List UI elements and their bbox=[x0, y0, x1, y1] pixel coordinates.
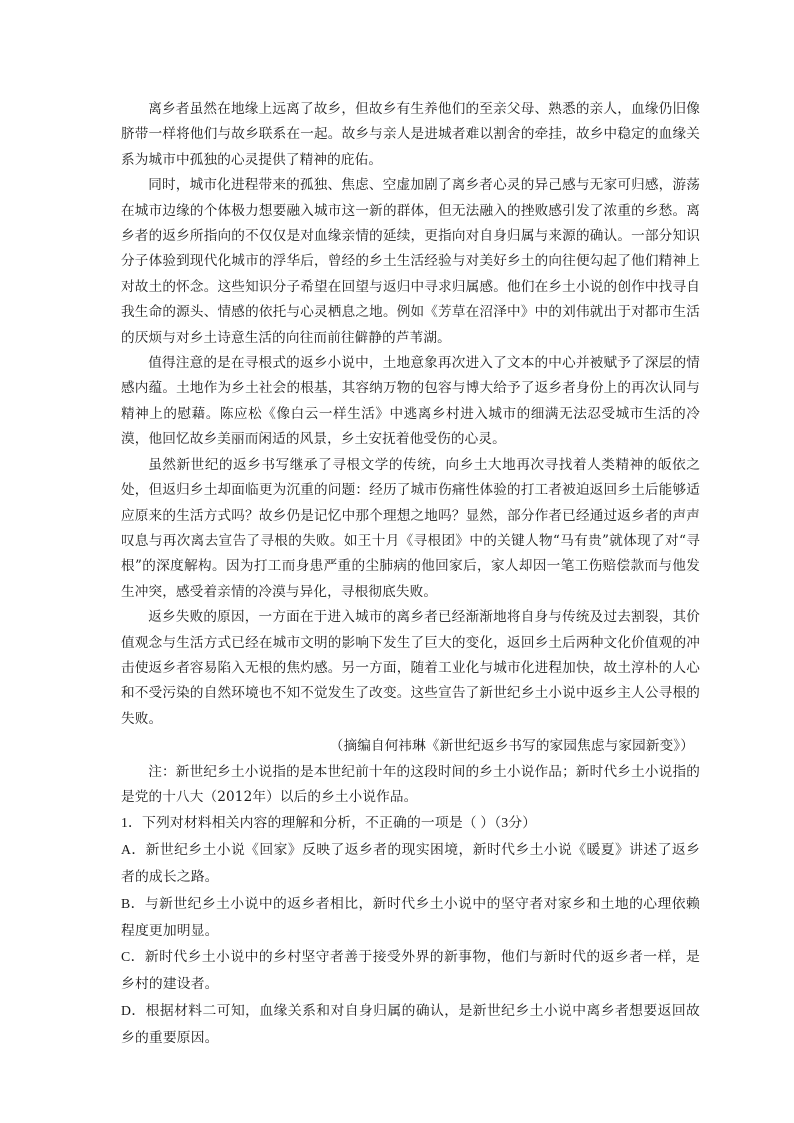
option-d-label: D． bbox=[121, 1002, 146, 1018]
passage-paragraph-2: 同时，城市化进程带来的孤独、焦虑、空虚加剧了离乡者心灵的异己感与无家可归感，游荡在城市边缘的个体极力想要融入城市这一新的群体，但无法融入的挫败感引发了浓重的乡愁。离乡者的返乡所指向的不仅仅是对血缘亲情的延续，更指向对自身归属与来源的确认。一部分知识分子体验到现代化城市的浮华后，曾经的乡土生活经验与对美好乡土的向往便勾起了他们精神上对故土的怀念。这些知识分子希望在回望与返归中寻求归属感。他们在乡土小说的创作中找寻自我生命的源头、情感的依托与心灵栖息之地。例如《芳草在沼泽中》中的刘伟就出于对都市生活的厌烦与对乡土诗意生活的向往而前往僻静的芦苇湖。 bbox=[121, 177, 700, 346]
passage-source: （摘编自何祎琳《新世纪返乡书写的家园焦虑与家园新变》） bbox=[329, 738, 694, 755]
passage-paragraph-4: 虽然新世纪的返乡书写继承了寻根文学的传统，向乡土大地再次寻找着人类精神的皈依之处，但返归乡土却面临更为沉重的问题：经历了城市伤痛性体验的打工者被迫返回乡土后能够适应原来的生活方式吗？故乡仍是记忆中那个理想之地吗？显然，部分作者已经通过返乡者的声声叹息与再次离去宣告了寻根的失败。如王十月《寻根团》中的关键人物“马有贵”就体现了对“寻根”的深度解构。因为打工而身患严重的尘肺病的他回家后，家人却因一笔工伤赔偿款而与他发生冲突，感受着亲情的冷漠与异化，寻根彻底失败。 bbox=[121, 456, 700, 600]
option-a-text: 新世纪乡土小说《回家》反映了返乡者的现实困境，新时代乡土小说《暖夏》讲述了返乡者的成长之路。 bbox=[121, 842, 701, 884]
option-d bbox=[121, 998, 700, 1052]
option-a-label: A． bbox=[121, 842, 146, 858]
option-b bbox=[121, 891, 700, 945]
passage-paragraph-5: 返乡失败的原因，一方面在于进入城市的离乡者已经渐渐地将自身与传统及过去割裂，其价值观念与生活方式已经在城市文明的影响下发生了巨大的变化，返回乡土后两种文化价值观的冲击使返乡者容易陷入无根的焦灼感。另一方面，随着工业化与城市化进程加快，故土淳朴的人心和不受污染的自然环境也不知不觉发生了改变。这些宣告了新世纪乡土小说中返乡主人公寻根的失败。 bbox=[121, 609, 700, 727]
question-stem: 1．下列对材料相关内容的理解和分析，不正确的一项是（ ）（3分） bbox=[121, 815, 537, 831]
passage-paragraph-3: 值得注意的是在寻根式的返乡小说中，土地意象再次进入了文本的中心并被赋予了深层的情感内蕴。土地作为乡土社会的根基，其容纳万物的包容与博大给予了返乡者身份上的再次认同与精神上的慰藉。陈应松《像白云一样生活》中逃离乡村进入城市的细满无法忍受城市生活的冷漠，他回忆故乡美丽而闲适的风景，乡土安抚着他受伤的心灵。 bbox=[121, 355, 700, 448]
option-d-text: 根据材料二可知，血缘关系和对自身归属的确认，是新世纪乡土小说中离乡者想要返回故乡的重要原因。 bbox=[121, 1002, 701, 1045]
option-b-text: 与新世纪乡土小说中的返乡者相比，新时代乡土小说中的坚守者对家乡和土地的心理依赖程度更加明显。 bbox=[121, 895, 700, 938]
option-c bbox=[121, 944, 700, 998]
passage-paragraph-1: 离乡者虽然在地缘上远离了故乡，但故乡有生养他们的至亲父母、熟悉的亲人，血缘仍旧像脐带一样将他们与故乡联系在一起。故乡与亲人是进城者难以割舍的牵挂，故乡中稳定的血缘关系为城市中孤独的心灵提供了精神的庇佑。 bbox=[121, 101, 700, 168]
passage-note: 注：新世纪乡土小说指的是本世纪前十年的这段时间的乡土小说作品；新时代乡土小说指的是党的十八大（2012年）以后的乡土小说作品。 bbox=[121, 763, 700, 805]
option-a bbox=[121, 837, 700, 891]
option-b-label: B． bbox=[121, 895, 145, 911]
option-c-label: C． bbox=[121, 949, 145, 965]
option-c-text: 新时代乡土小说中的乡村坚守者善于接受外界的新事物，他们与新时代的返乡者一样，是乡村的建设者。 bbox=[121, 949, 700, 992]
